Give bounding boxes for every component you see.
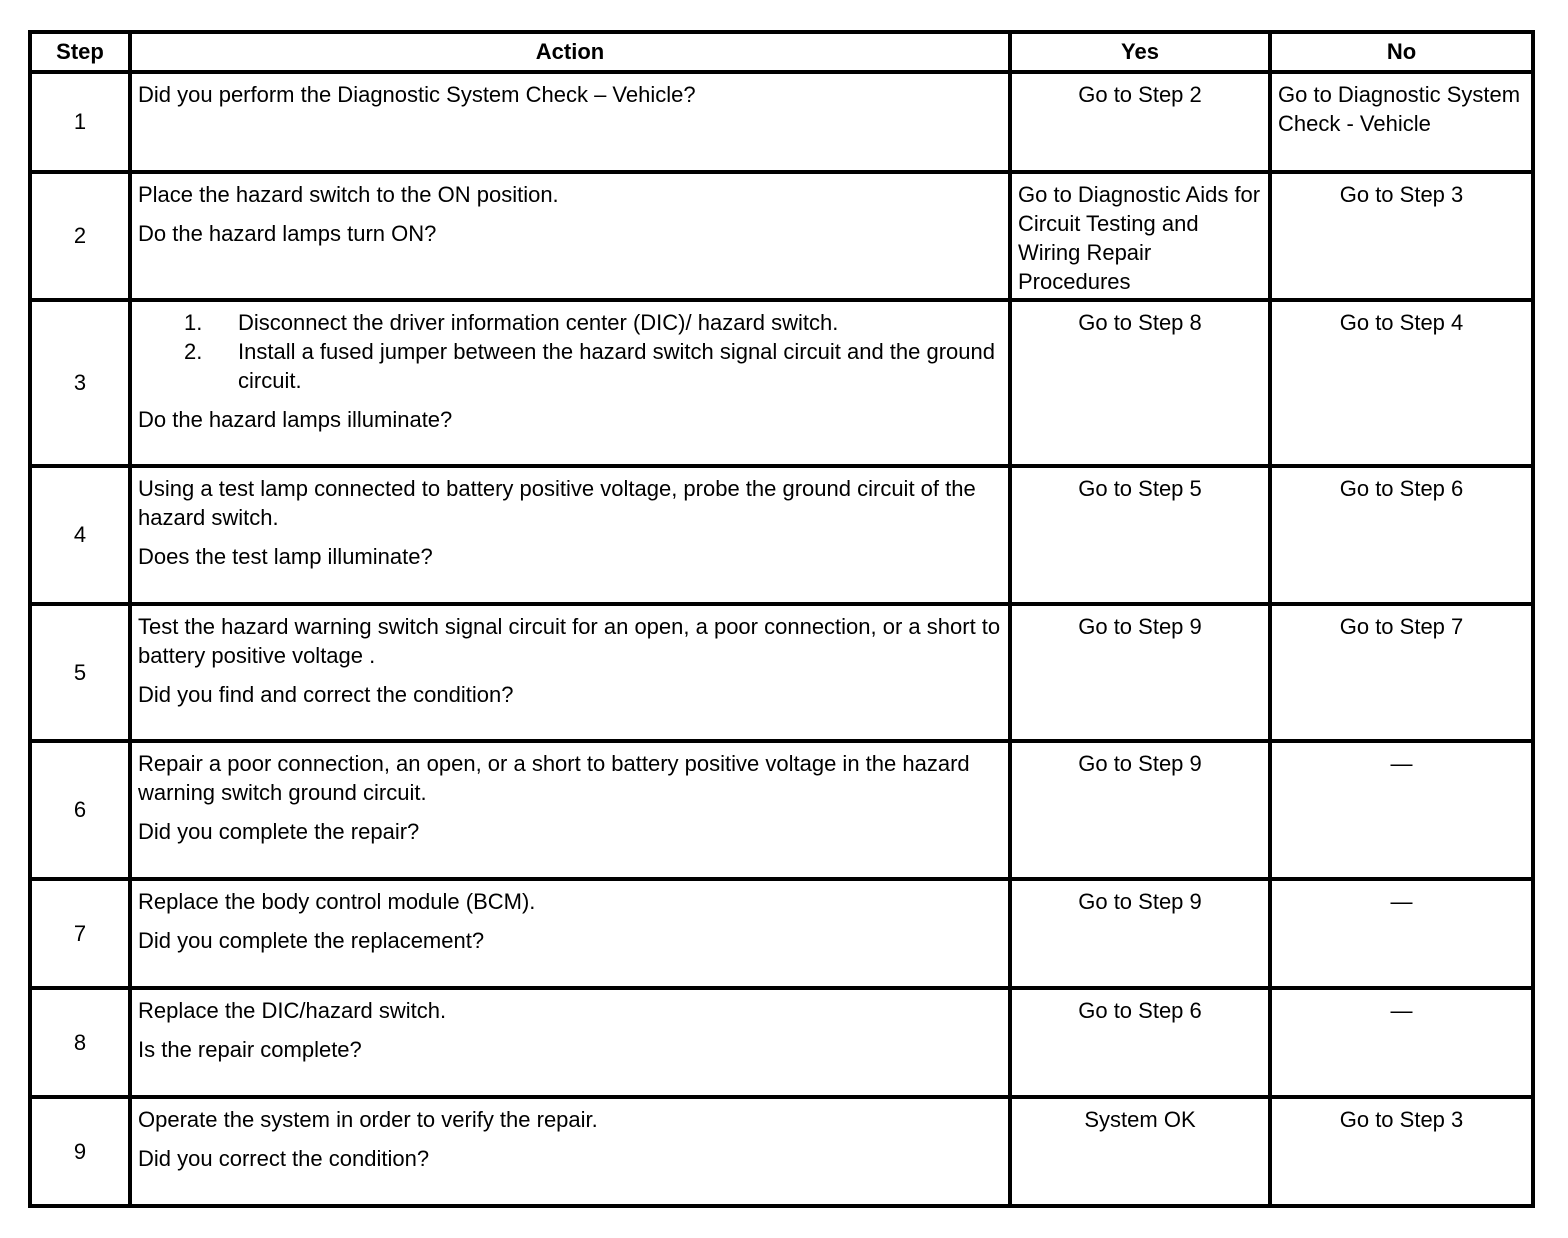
no-cell (1270, 172, 1533, 300)
step-number: 8 (30, 988, 130, 1097)
action-instruction: Replace the DIC/hazard switch. (138, 998, 447, 1023)
action-instruction: Did you perform the Diagnostic System Check – Vehicle? (138, 82, 696, 107)
yes-result: Go to Step 8 (1078, 310, 1202, 335)
table-row (30, 466, 1533, 604)
action-instruction: Replace the body control module (BCM). (138, 889, 536, 914)
table-row (30, 741, 1533, 879)
action-question: Do the hazard lamps turn ON? (138, 221, 437, 246)
yes-result: Go to Step 2 (1078, 82, 1202, 107)
sub-step-list (138, 308, 1002, 395)
step-number: 7 (30, 879, 130, 988)
no-cell (1270, 604, 1533, 741)
step-number: 9 (30, 1097, 130, 1206)
action-cell (130, 604, 1010, 741)
no-cell (1270, 1097, 1533, 1206)
action-cell (130, 741, 1010, 879)
table-row (30, 988, 1533, 1097)
action-question: Did you correct the condition? (138, 1146, 430, 1171)
step-number: 1 (30, 72, 130, 172)
step-number: 2 (30, 172, 130, 300)
action-instruction: Place the hazard switch to the ON position. (138, 182, 559, 207)
yes-cell (1010, 988, 1270, 1097)
no-result: Go to Step 3 (1339, 1107, 1464, 1132)
no-cell (1270, 300, 1533, 466)
yes-result: Go to Diagnostic Aids for Circuit Testing and Wiring Repair Procedures (1018, 182, 1261, 294)
table-row (30, 604, 1533, 741)
yes-cell (1010, 300, 1270, 466)
action-cell (130, 879, 1010, 988)
header-row (30, 32, 1533, 72)
action-question: Does the test lamp illuminate? (138, 544, 433, 569)
yes-cell (1010, 172, 1270, 300)
no-result: Go to Step 6 (1339, 476, 1464, 501)
action-question: Did you find and correct the condition? (138, 682, 514, 707)
action-cell (130, 466, 1010, 604)
sub-step (138, 337, 1002, 395)
action-instruction: Test the hazard warning switch signal circuit for an open, a poor connection, or a short to battery positive voltage . (138, 614, 1001, 668)
table-row (30, 72, 1533, 172)
sub-step-text: Disconnect the driver information center (DIC)/ hazard switch. (238, 310, 839, 335)
no-result: — (1390, 751, 1413, 776)
header-yes: Yes (1010, 32, 1270, 72)
action-cell (130, 1097, 1010, 1206)
action-question: Did you complete the repair? (138, 819, 420, 844)
yes-result: Go to Step 9 (1078, 751, 1202, 776)
no-result: Go to Diagnostic System Check - Vehicle (1278, 82, 1521, 136)
action-question: Do the hazard lamps illuminate? (138, 407, 453, 432)
action-question: Is the repair complete? (138, 1037, 362, 1062)
table-row (30, 172, 1533, 300)
table-row (30, 300, 1533, 466)
header-step: Step (30, 32, 130, 72)
step-number: 3 (30, 300, 130, 466)
yes-result: System OK (1084, 1107, 1196, 1132)
step-number: 5 (30, 604, 130, 741)
action-question: Did you complete the replacement? (138, 928, 485, 953)
sub-step (138, 308, 1002, 337)
yes-cell (1010, 879, 1270, 988)
yes-result: Go to Step 5 (1078, 476, 1202, 501)
diagnostic-table (28, 30, 1535, 1208)
yes-cell (1010, 466, 1270, 604)
action-cell (130, 172, 1010, 300)
table-row (30, 1097, 1533, 1206)
action-instruction: Using a test lamp connected to battery positive voltage, probe the ground circuit of the hazard switch. (138, 476, 976, 530)
action-instruction: Repair a poor connection, an open, or a short to battery positive voltage in the hazard warning switch ground circuit. (138, 751, 970, 805)
no-cell (1270, 741, 1533, 879)
yes-cell (1010, 1097, 1270, 1206)
action-cell (130, 988, 1010, 1097)
action-cell (130, 72, 1010, 172)
step-number: 4 (30, 466, 130, 604)
no-cell (1270, 879, 1533, 988)
no-cell (1270, 466, 1533, 604)
yes-result: Go to Step 6 (1078, 998, 1202, 1023)
table-row (30, 879, 1533, 988)
step-number: 6 (30, 741, 130, 879)
action-cell (130, 300, 1010, 466)
no-result: — (1390, 998, 1413, 1023)
no-result: Go to Step 7 (1339, 614, 1464, 639)
header-no: No (1270, 32, 1533, 72)
sub-step-number: 2. (184, 339, 203, 364)
header-action: Action (130, 32, 1010, 72)
yes-result: Go to Step 9 (1078, 614, 1202, 639)
no-result: Go to Step 4 (1339, 310, 1464, 335)
action-instruction: Operate the system in order to verify the repair. (138, 1107, 598, 1132)
no-result: — (1390, 889, 1413, 914)
yes-cell (1010, 72, 1270, 172)
yes-cell (1010, 604, 1270, 741)
yes-cell (1010, 741, 1270, 879)
sub-step-number: 1. (184, 310, 203, 335)
no-result: Go to Step 3 (1339, 182, 1464, 207)
no-cell (1270, 988, 1533, 1097)
yes-result: Go to Step 9 (1078, 889, 1202, 914)
no-cell (1270, 72, 1533, 172)
sub-step-text: Install a fused jumper between the hazard switch signal circuit and the ground circuit. (238, 339, 995, 393)
